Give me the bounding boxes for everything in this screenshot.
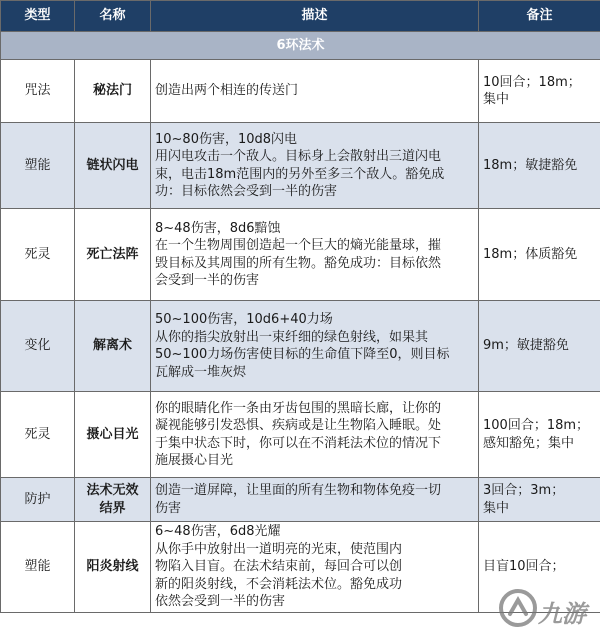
description-line: 8~48伤害，8d6黯蚀 [155,220,281,236]
spell-type: 防护 [1,478,75,522]
spell-type: 死灵 [1,209,75,301]
spell-description [151,123,479,209]
note-line: 目盲10回合； [483,559,565,574]
description-line: 依然会受到一半的伤害 [155,594,286,609]
table-row [1,123,600,209]
header-desc: 描述 [151,1,479,32]
table-header-row [1,1,600,32]
description-line: 10~80伤害，10d8闪电 [155,131,298,147]
spell-note [479,209,600,301]
spell-name-line: 法术无效 [86,483,139,498]
note-line: 3回合；3m； [483,483,565,498]
spell-description [151,209,479,301]
spell-note [479,392,600,478]
watermark-text: 九游 [538,600,586,628]
spell-name-line: 阳炎射线 [86,559,139,574]
description-line: 从你手中放射出一道明亮的光束，使范围内 [155,541,403,557]
table-row [1,392,600,478]
spell-name [75,392,151,478]
description-line: 于集中状态下时，你可以在不消耗法术位的情况下 [155,435,442,451]
section-row [1,32,600,60]
description-line: 在一个生物周围创造起一个巨大的熵光能量球，摧 [155,238,442,253]
description-line: 功：目标依然会受到一半的伤害 [155,184,338,199]
description-line: 凝视能够引发恐惧、疾病或是让生物陷入睡眠。处 [155,418,442,433]
description-line: 新的阳炎射线，不会消耗法术位。豁免成功 [155,576,403,592]
spell-type: 塑能 [1,123,75,209]
header-note: 备注 [479,1,600,32]
spell-type: 塑能 [1,522,75,613]
note-line: 集中 [483,500,510,516]
description-line: 束，电击18m范围内的另外至多三个敌人。豁免成 [155,166,445,182]
spell-name-line: 秘法门 [92,83,132,99]
spell-name [75,478,151,522]
description-line: 瓦解成一堆灰烬 [155,364,247,380]
section-title: 6环法术 [1,32,600,60]
table-row [1,522,600,613]
description-line: 用闪电攻击一个敌人。目标身上会散射出三道闪电 [155,149,442,164]
description-line: 你的眼睛化作一条由牙齿包围的黑暗长廊，让你的 [155,400,442,416]
description-line: 施展摄心目光 [155,453,234,468]
note-line: 100回合；18m； [483,418,590,433]
spell-name-line: 摄心目光 [86,426,139,442]
spell-name [75,123,151,209]
description-line: 会受到一半的伤害 [155,273,260,288]
table-row [1,209,600,301]
spell-note [479,123,600,209]
spell-type: 变化 [1,301,75,392]
spell-name [75,301,151,392]
note-line: 10回合；18m； [483,74,581,90]
spell-note [479,60,600,123]
spell-description [151,301,479,392]
header-name: 名称 [75,1,151,32]
description-line: 物陷入目盲。在法术结束前，每回合可以创 [155,559,403,574]
spell-note [479,478,600,522]
spell-description [151,392,479,478]
spell-description [151,478,479,522]
spell-type: 死灵 [1,392,75,478]
spell-name [75,60,151,123]
table-row [1,60,600,123]
description-line: 创造出两个相连的传送门 [155,83,299,99]
spell-name-line: 链状闪电 [86,157,139,173]
spell-note [479,301,600,392]
description-line: 伤害 [155,500,182,516]
spell-name [75,209,151,301]
description-line: 50~100伤害，10d6+40力场 [155,312,333,327]
spell-name [75,522,151,613]
description-line: 毁目标及其周围的所有生物。豁免成功：目标依然 [155,255,442,271]
spell-description [151,60,479,123]
description-line: 50~100力场伤害使目标的生命值下降至0，则目标 [155,347,450,362]
table-row [1,478,600,522]
spell-name-line: 解离术 [92,338,132,354]
note-line: 感知豁免；集中 [483,435,575,451]
note-line: 集中 [483,92,510,107]
header-type: 类型 [1,1,75,32]
spell-name-line: 死亡法阵 [86,246,139,262]
note-line: 9m；敏捷豁免 [483,338,569,354]
spell-description [151,522,479,613]
description-line: 6~48伤害，6d8光耀 [155,524,281,539]
note-line: 18m；敏捷豁免 [483,157,578,173]
description-line: 从你的指尖放射出一束纤细的绿色射线，如果其 [155,329,429,345]
spell-type: 咒法 [1,60,75,123]
spell-note [479,522,600,613]
spell-name-line: 结界 [99,500,126,516]
description-line: 创造一道屏障，让里面的所有生物和物体免疫一切 [155,483,442,498]
note-line: 18m；体质豁免 [483,246,578,262]
table-row [1,301,600,392]
